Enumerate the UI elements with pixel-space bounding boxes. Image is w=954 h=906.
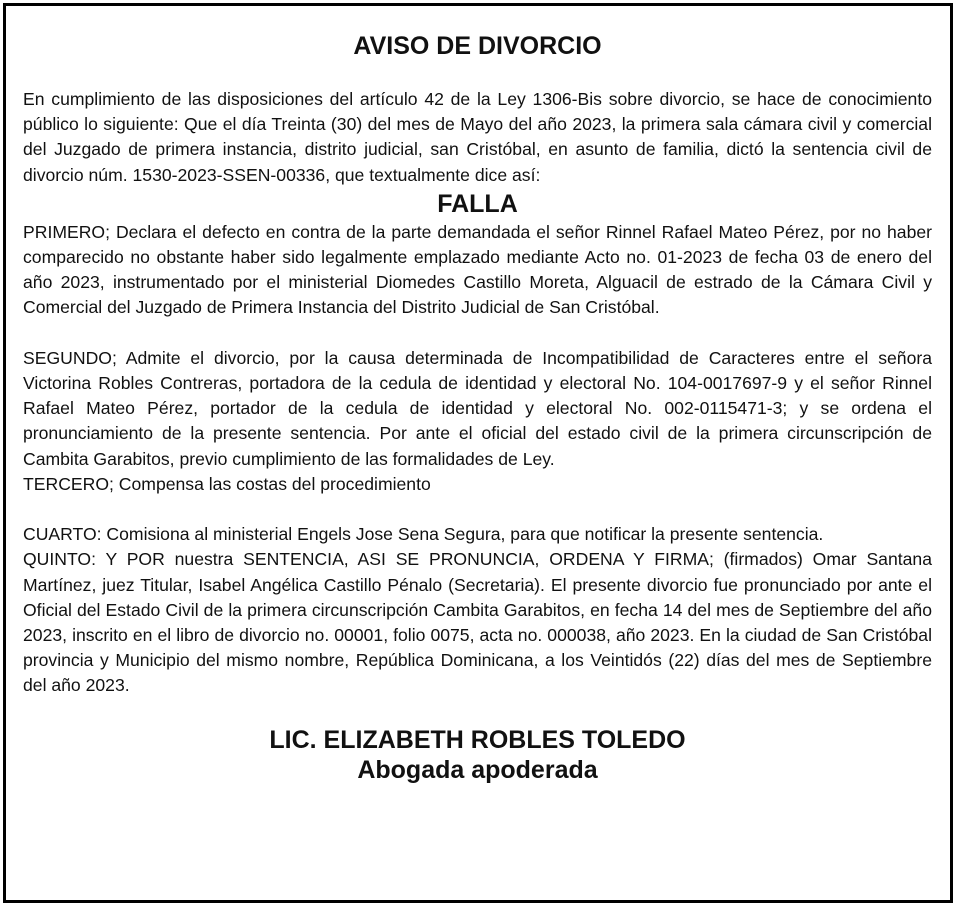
- tercero-paragraph: TERCERO; Compensa las costas del procedimiento: [23, 473, 431, 494]
- signatory-name: LIC. ELIZABETH ROBLES TOLEDO: [269, 725, 686, 754]
- falla-heading: FALLA: [437, 189, 518, 218]
- cuarto-paragraph: CUARTO: Comisiona al ministerial Engels Jose Sena Segura, para que notificar la presente sentencia.: [23, 524, 824, 545]
- signatory-role: Abogada apoderada: [357, 755, 598, 784]
- segundo-paragraph: SEGUNDO; Admite el divorcio, por la causa determinada de Incompatibilidad de Caracteres entre el señora Victorina Robles Contreras, portadora de la cedula de identidad y electoral No. 104-0017697-9 y el señor Rinnel Rafael Mateo Pérez, portador de la cedula de identidad y electoral No. 002-0115471-3; y se ordena el pronunciamiento de la presente sentencia. Por ante el oficial del estado civil de la primera circunscripción de Cambita Garabitos, previo cumplimiento de las formalidades de Ley.: [23, 347, 932, 469]
- paragraph-spacer: [23, 321, 932, 346]
- primero-paragraph: PRIMERO; Declara el defecto en contra de la parte demandada el señor Rinnel Rafael Mateo Pérez, por no haber comparecido no obstante haber sido legalmente emplazado mediante Acto no. 01-2023 de fecha 03 de enero del año 2023, instrumentado por el ministerial Diomedes Castillo Moreta, Alguacil de estrado de la Cámara Civil y Comercial del Juzgado de Primera Instancia del Distrito Judicial de San Cristóbal.: [23, 221, 932, 318]
- notice-content: [23, 6, 932, 785]
- intro-paragraph: En cumplimiento de las disposiciones del artículo 42 de la Ley 1306-Bis sobre divorcio, se hace de conocimiento público lo siguiente: Que el día Treinta (30) del mes de Mayo del año 2023, la primera sala cámara civil y comercial del Juzgado de primera instancia, distrito judicial, san Cristóbal, en asunto de familia, dictó la sentencia civil de divorcio núm. 1530-2023-SSEN-00336, que textualmente dice así:: [23, 89, 932, 185]
- paragraph-spacer: [23, 497, 932, 522]
- quinto-paragraph: QUINTO: Y POR nuestra SENTENCIA, ASI SE PRONUNCIA, ORDENA Y FIRMA; (firmados) Omar Santana Martínez, juez Titular, Isabel Angélica Castillo Pénalo (Secretaria). El presente divorcio fue pronunciado por ante el Oficial del Estado Civil de la primera circunscripción Cambita Garabitos, en fecha 14 del mes de Septiembre del año 2023, inscrito en el libro de divorcio no. 00001, folio 0075, acta no. 000038, año 2023. En la ciudad de San Cristóbal provincia y Municipio del mismo nombre, República Dominicana, a los Veintidós (22) días del mes de Septiembre del año 2023.: [23, 549, 932, 696]
- notice-title: AVISO DE DIVORCIO: [353, 32, 602, 60]
- notice-frame: [3, 3, 953, 903]
